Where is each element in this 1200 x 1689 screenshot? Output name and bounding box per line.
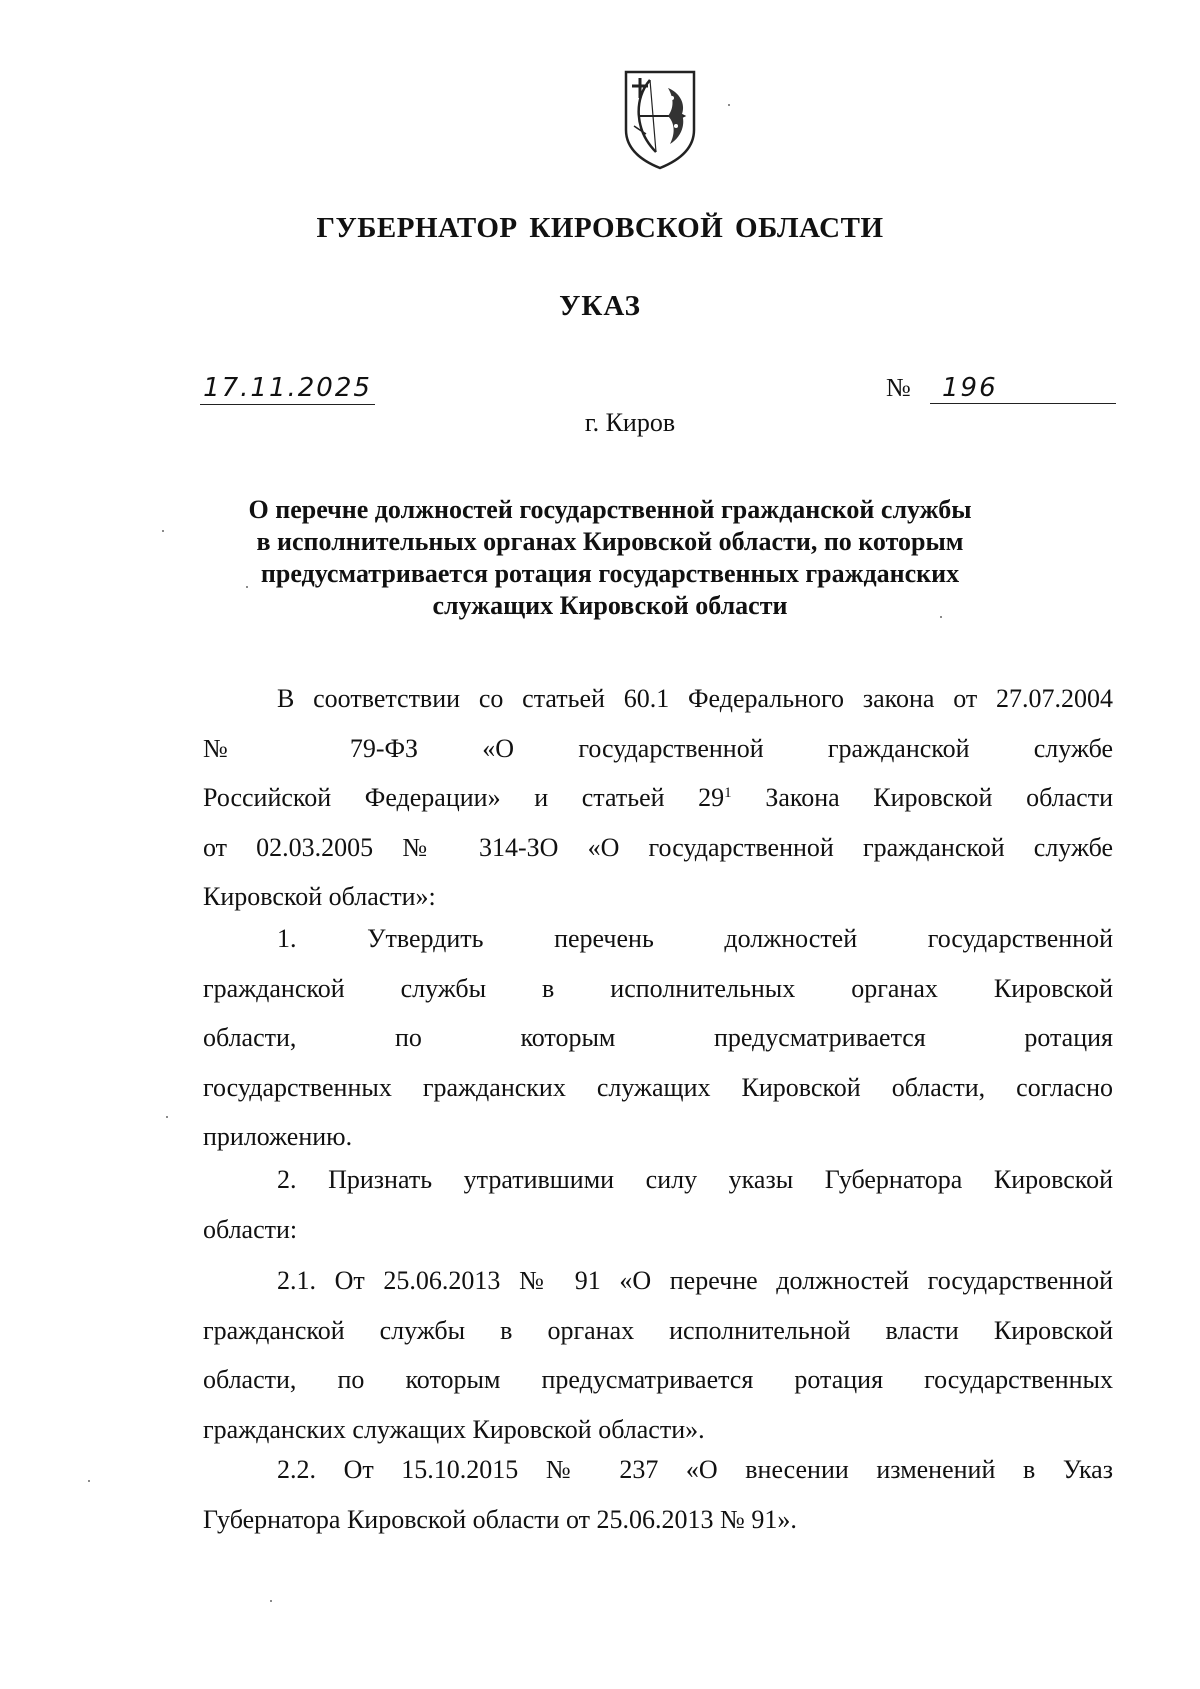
- text-fragment: Российской Федерации» и статьей 29: [203, 783, 725, 812]
- scan-speck: [940, 616, 942, 618]
- scan-speck: [728, 104, 730, 106]
- scan-speck: [88, 1480, 90, 1482]
- text-line: [203, 773, 1113, 823]
- text-line: государственных гражданских служащих Кировской области, согласно: [203, 1072, 1113, 1102]
- title-line: служащих Кировской области: [432, 591, 788, 620]
- number-value: 196: [930, 374, 1116, 404]
- document-type: УКАЗ: [559, 290, 641, 322]
- text-line: гражданских служащих Кировской области».: [203, 1414, 705, 1444]
- text-line: Губернатора Кировской области от 25.06.2013 № 91».: [203, 1504, 797, 1534]
- text-line: № 79-ФЗ «О государственной гражданской службе: [203, 733, 1113, 763]
- document-number: [886, 374, 1116, 404]
- title-line: в исполнительных органах Кировской области, по которым: [256, 527, 964, 556]
- text-line: гражданской службы в органах исполнительной власти Кировской: [203, 1315, 1113, 1345]
- text-line: области, по которым предусматривается ротация государственных: [203, 1365, 1113, 1394]
- document-title: [220, 494, 1000, 622]
- document-date: 17.11.2025: [200, 374, 375, 405]
- text-line: 2. Признать утратившими силу указы Губернатора Кировской: [277, 1165, 1113, 1194]
- text-line: Кировской области»:: [203, 882, 436, 911]
- city: г. Киров: [584, 408, 676, 437]
- text-line: приложению.: [203, 1122, 353, 1151]
- issuing-authority: ГУБЕРНАТОР КИРОВСКОЙ ОБЛАСТИ: [316, 212, 884, 244]
- scan-speck: [166, 1116, 168, 1118]
- item-1-paragraph: [203, 914, 1113, 1162]
- number-sign: №: [886, 373, 911, 402]
- text-line: 2.2. От 15.10.2015 № 237 «О внесении изменений в Указ: [277, 1455, 1113, 1484]
- item-2-2-paragraph: [203, 1445, 1113, 1544]
- text-line: гражданской службы в исполнительных органах Кировской: [203, 973, 1113, 1003]
- scan-speck: [246, 586, 248, 588]
- item-2-paragraph: [203, 1155, 1113, 1254]
- scan-speck: [162, 530, 164, 532]
- item-2-1-paragraph: [203, 1256, 1113, 1454]
- coat-of-arms-icon: [620, 68, 700, 172]
- text-line: 1. Утвердить перечень должностей государственной: [277, 924, 1113, 953]
- title-line: О перечне должностей государственной гражданской службы: [248, 495, 972, 524]
- text-line: 2.1. От 25.06.2013 № 91 «О перечне должностей государственной: [277, 1266, 1113, 1295]
- text-line: В соответствии со статьей 60.1 Федерального закона от 27.07.2004: [277, 684, 1113, 713]
- superscript: 1: [724, 785, 732, 801]
- text-fragment: Закона Кировской области: [731, 783, 1113, 812]
- text-line: области:: [203, 1214, 298, 1244]
- title-line: предусматривается ротация государственных гражданских: [260, 559, 960, 588]
- text-line: от 02.03.2005 № 314-ЗО «О государственной гражданской службе: [203, 832, 1113, 862]
- text-line: области, по которым предусматривается ротация: [203, 1023, 1113, 1052]
- scan-speck: [270, 1600, 272, 1602]
- preamble-paragraph: [203, 674, 1113, 922]
